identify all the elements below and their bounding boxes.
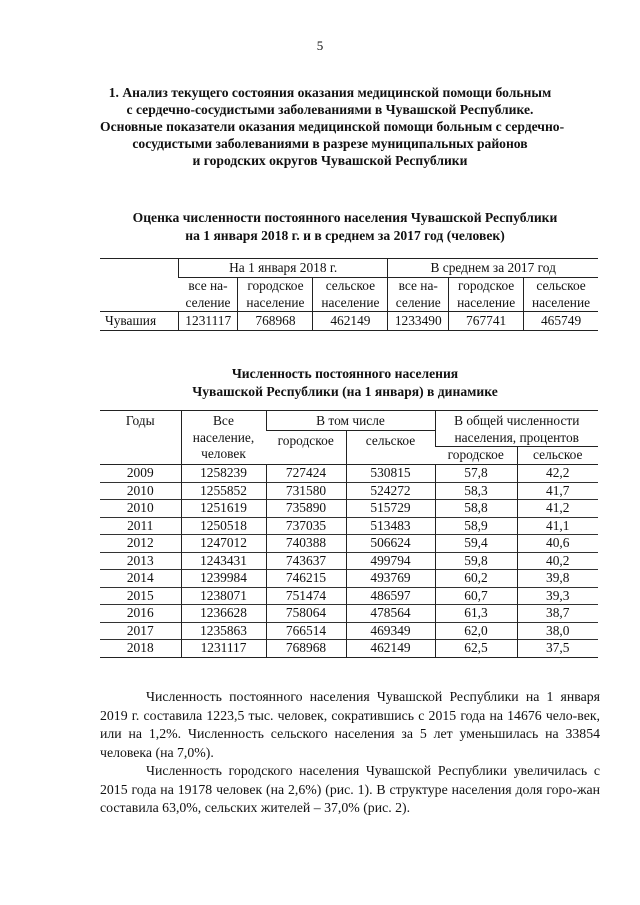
cell: 746215 — [266, 570, 346, 588]
cell: 493769 — [346, 570, 435, 588]
cell: 530815 — [346, 465, 435, 483]
group-header: В среднем за 2017 год — [388, 259, 598, 278]
cell: 515729 — [346, 500, 435, 518]
cell: 462149 — [346, 640, 435, 658]
year-cell: 2009 — [100, 465, 181, 483]
cell: 1235863 — [181, 622, 266, 640]
section-heading — [100, 84, 565, 169]
cell: 38,7 — [517, 605, 598, 623]
year-cell: 2014 — [100, 570, 181, 588]
table2-title-line: Чувашской Республики (на 1 января) в динамике — [192, 383, 498, 399]
year-cell: 2018 — [100, 640, 181, 658]
cell: 58,8 — [435, 500, 517, 518]
cell: 743637 — [266, 552, 346, 570]
table-row — [100, 482, 598, 500]
population-dynamics-table — [100, 410, 598, 658]
cell: 1238071 — [181, 587, 266, 605]
year-cell: 2010 — [100, 482, 181, 500]
cell: 462149 — [313, 312, 388, 331]
year-cell: 2011 — [100, 517, 181, 535]
table2-title — [95, 365, 595, 400]
header-years: Годы — [125, 413, 155, 428]
header-share-rural: сельское — [517, 447, 598, 465]
empty-corner-cell — [100, 259, 179, 312]
table-row — [100, 622, 598, 640]
header-rural: сельское — [346, 431, 435, 465]
cell: 59,8 — [435, 552, 517, 570]
header-including: В том числе — [266, 411, 435, 431]
cell: 727424 — [266, 465, 346, 483]
cell: 41,2 — [517, 500, 598, 518]
cell: 39,3 — [517, 587, 598, 605]
cell: 1243431 — [181, 552, 266, 570]
cell: 768968 — [238, 312, 313, 331]
cell: 42,2 — [517, 465, 598, 483]
sub-header: сельское население — [524, 278, 598, 312]
cell: 758064 — [266, 605, 346, 623]
header-urban: городское — [277, 433, 334, 448]
table-row — [100, 587, 598, 605]
row-label: Чувашия — [100, 312, 179, 331]
table-row — [100, 535, 598, 553]
table-row — [100, 640, 598, 658]
cell: 478564 — [346, 605, 435, 623]
year-cell: 2015 — [100, 587, 181, 605]
cell: 39,8 — [517, 570, 598, 588]
cell: 737035 — [266, 517, 346, 535]
cell: 506624 — [346, 535, 435, 553]
population-estimate-table — [100, 258, 598, 331]
cell: 499794 — [346, 552, 435, 570]
cell: 62,0 — [435, 622, 517, 640]
table-row — [100, 500, 598, 518]
cell: 1231117 — [179, 312, 238, 331]
cell: 60,7 — [435, 587, 517, 605]
paragraph: Численность городского населения Чувашской Республики увеличилась с 2015 года на 19178 человек (на 2,6%) (рис. 1). В структуре населения доля горо-жан составила 63,0%, сельских жителей – 37,0% (рис. 2). — [100, 763, 600, 816]
year-cell: 2016 — [100, 605, 181, 623]
cell: 735890 — [266, 500, 346, 518]
year-cell: 2010 — [100, 500, 181, 518]
cell: 41,1 — [517, 517, 598, 535]
cell: 1247012 — [181, 535, 266, 553]
cell: 58,3 — [435, 482, 517, 500]
header-share: В общей численности населения, процентов — [435, 411, 598, 447]
table1-title — [95, 209, 595, 244]
table-row — [100, 552, 598, 570]
table-row — [100, 312, 598, 331]
cell: 38,0 — [517, 622, 598, 640]
cell: 513483 — [346, 517, 435, 535]
sub-header: сельское население — [313, 278, 388, 312]
cell: 1236628 — [181, 605, 266, 623]
table-row — [100, 605, 598, 623]
table1-title-line: на 1 января 2018 г. и в среднем за 2017 год (человек) — [185, 227, 505, 243]
year-cell: 2017 — [100, 622, 181, 640]
cell: 40,2 — [517, 552, 598, 570]
cell: 486597 — [346, 587, 435, 605]
sub-header: городское население — [238, 278, 313, 312]
section-heading-line: 1. Анализ текущего состояния оказания медицинской помощи больным — [108, 85, 552, 100]
table-row — [100, 570, 598, 588]
cell: 740388 — [266, 535, 346, 553]
cell: 751474 — [266, 587, 346, 605]
cell: 41,7 — [517, 482, 598, 500]
cell: 465749 — [524, 312, 598, 331]
year-cell: 2013 — [100, 552, 181, 570]
sub-header: все на- селение — [388, 278, 449, 312]
cell: 524272 — [346, 482, 435, 500]
cell: 40,6 — [517, 535, 598, 553]
cell: 61,3 — [435, 605, 517, 623]
table1-title-line: Оценка численности постоянного населения Чувашской Республики — [132, 210, 558, 225]
cell: 1233490 — [388, 312, 449, 331]
cell: 731580 — [266, 482, 346, 500]
cell: 1255852 — [181, 482, 266, 500]
cell: 1250518 — [181, 517, 266, 535]
cell: 768968 — [266, 640, 346, 658]
table-row — [100, 465, 598, 483]
group-header: На 1 января 2018 г. — [179, 259, 388, 278]
cell: 1251619 — [181, 500, 266, 518]
cell: 766514 — [266, 622, 346, 640]
paragraph: Численность постоянного населения Чувашской Республики на 1 января 2019 г. составила 1223,5 тыс. человек, сократившись с 2015 года на 14676 чело-век, или на 1,2%. Численность сельского населения за 5 лет уменьшилась на 33854 человека (на 7,0%). — [100, 689, 600, 760]
sub-header: городское население — [449, 278, 524, 312]
year-cell: 2012 — [100, 535, 181, 553]
header-share-urban: городское — [447, 447, 504, 462]
cell: 57,8 — [435, 465, 517, 483]
header-total: Все население, человек — [181, 411, 266, 465]
cell: 1239984 — [181, 570, 266, 588]
cell: 1258239 — [181, 465, 266, 483]
table2-title-line: Численность постоянного населения — [231, 366, 459, 381]
cell: 37,5 — [517, 640, 598, 658]
table-row — [100, 517, 598, 535]
cell: 62,5 — [435, 640, 517, 658]
section-heading-line: Основные показатели оказания медицинской помощи больным с сердечно- — [100, 119, 565, 134]
section-heading-line: и городских округов Чувашской Республики — [192, 153, 468, 168]
cell: 60,2 — [435, 570, 517, 588]
page-number: 5 — [316, 38, 324, 53]
cell: 767741 — [449, 312, 524, 331]
sub-header: все на- селение — [185, 278, 231, 310]
section-heading-line: с сердечно-сосудистыми заболеваниями в Чувашской Республике. — [126, 102, 534, 117]
cell: 58,9 — [435, 517, 517, 535]
cell: 59,4 — [435, 535, 517, 553]
cell: 469349 — [346, 622, 435, 640]
cell: 1231117 — [181, 640, 266, 658]
section-heading-line: сосудистыми заболеваниями в разрезе муниципальных районов — [132, 136, 528, 151]
